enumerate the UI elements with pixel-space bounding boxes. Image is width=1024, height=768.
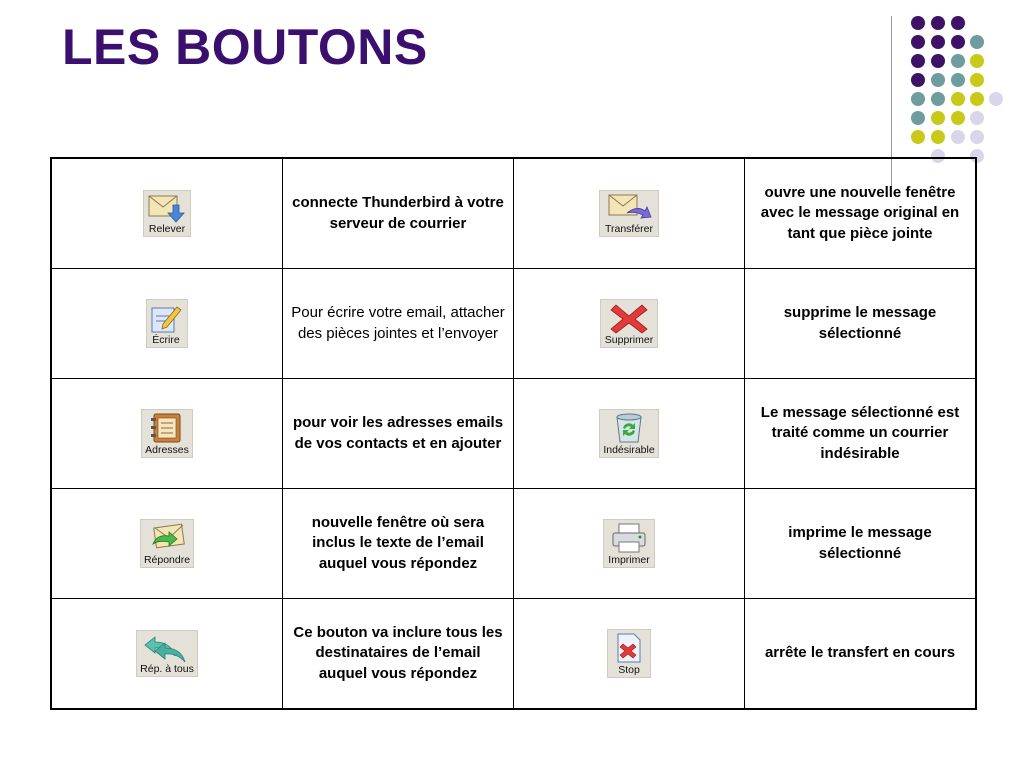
icon-cell — [514, 379, 745, 489]
decorative-dot — [970, 130, 984, 144]
decorative-dot — [911, 130, 925, 144]
ecrire-button[interactable] — [146, 299, 188, 348]
icon-cell — [51, 379, 283, 489]
decorative-dot — [931, 35, 945, 49]
icon-label: Relever — [148, 223, 186, 235]
adresses-button[interactable] — [141, 409, 193, 458]
icon-cell — [514, 158, 745, 269]
rep-a-tous-button[interactable] — [136, 630, 198, 677]
table-row — [51, 489, 976, 599]
icon-cell — [514, 599, 745, 710]
description-text: Ce bouton va inclure tous les destinataires de l’email auquel vous répondez — [283, 599, 514, 710]
icon-cell — [51, 158, 283, 269]
reply-all-arrows-icon — [141, 633, 193, 663]
decorative-dot — [970, 92, 984, 106]
icon-label: Écrire — [152, 334, 180, 346]
description-text: pour voir les adresses emails de vos contacts et en ajouter — [283, 379, 514, 489]
stop-button[interactable] — [607, 629, 651, 678]
decorative-dot — [970, 111, 984, 125]
envelope-download-icon — [147, 193, 187, 223]
relever-button[interactable] — [143, 190, 191, 237]
decorative-dot — [951, 35, 965, 49]
icon-cell — [51, 269, 283, 379]
icon-label: Répondre — [143, 554, 191, 566]
decorative-dot — [951, 111, 965, 125]
decorative-dot — [931, 54, 945, 68]
decorative-dot — [951, 16, 965, 30]
decorative-dot — [931, 16, 945, 30]
table-row — [51, 158, 976, 269]
recycle-bin-icon — [603, 412, 655, 444]
icon-label: Rép. à tous — [140, 663, 194, 675]
icon-label: Indésirable — [603, 444, 655, 456]
decorative-dot — [931, 111, 945, 125]
icon-cell — [51, 599, 283, 710]
icon-cell — [51, 489, 283, 599]
transferer-button[interactable] — [599, 190, 659, 237]
icon-cell — [514, 269, 745, 379]
envelope-forward-icon — [603, 193, 655, 223]
repondre-button[interactable] — [140, 519, 194, 568]
description-text: Pour écrire votre email, attacher des pièces jointes et l’envoyer — [283, 269, 514, 379]
decorative-dot — [911, 35, 925, 49]
description-text: connecte Thunderbird à votre serveur de courrier — [283, 158, 514, 269]
decorative-dot — [911, 92, 925, 106]
decorative-dot — [931, 73, 945, 87]
decorative-dot — [951, 73, 965, 87]
red-x-icon — [604, 302, 654, 334]
imprimer-button[interactable] — [603, 519, 655, 568]
buttons-table — [50, 157, 977, 710]
description-text: imprime le message sélectionné — [745, 489, 977, 599]
decorative-dot — [931, 92, 945, 106]
pencil-paper-icon — [149, 302, 183, 334]
decorative-dot — [951, 92, 965, 106]
decorative-dot — [911, 54, 925, 68]
decorative-dot — [970, 35, 984, 49]
envelope-reply-icon — [145, 522, 189, 554]
indesirable-button[interactable] — [599, 409, 659, 458]
decorative-dot — [911, 111, 925, 125]
decorative-dot — [951, 130, 965, 144]
page-title: LES BOUTONS — [62, 19, 428, 75]
printer-icon — [607, 522, 651, 554]
table-row — [51, 379, 976, 489]
icon-label: Adresses — [145, 444, 189, 456]
description-text: arrête le transfert en cours — [745, 599, 977, 710]
table-row — [51, 599, 976, 710]
decorative-dot — [911, 73, 925, 87]
table-row — [51, 269, 976, 379]
description-text: Le message sélectionné est traité comme un courrier indésirable — [745, 379, 977, 489]
description-text: nouvelle fenêtre où sera inclus le texte de l’email auquel vous répondez — [283, 489, 514, 599]
icon-label: Stop — [618, 664, 640, 676]
description-text: supprime le message sélectionné — [745, 269, 977, 379]
decorative-dot — [970, 54, 984, 68]
icon-cell — [514, 489, 745, 599]
icon-label: Supprimer — [604, 334, 654, 346]
description-text: ouvre une nouvelle fenêtre avec le message original en tant que pièce jointe — [745, 158, 977, 269]
address-book-icon — [146, 412, 188, 444]
supprimer-button[interactable] — [600, 299, 658, 348]
decorative-dot — [970, 73, 984, 87]
stop-page-icon — [611, 632, 647, 664]
icon-label: Transférer — [604, 223, 654, 235]
decorative-dot — [911, 16, 925, 30]
decorative-dot — [989, 92, 1003, 106]
decorative-dot — [931, 130, 945, 144]
decorative-dot — [951, 54, 965, 68]
icon-label: Imprimer — [608, 554, 650, 566]
